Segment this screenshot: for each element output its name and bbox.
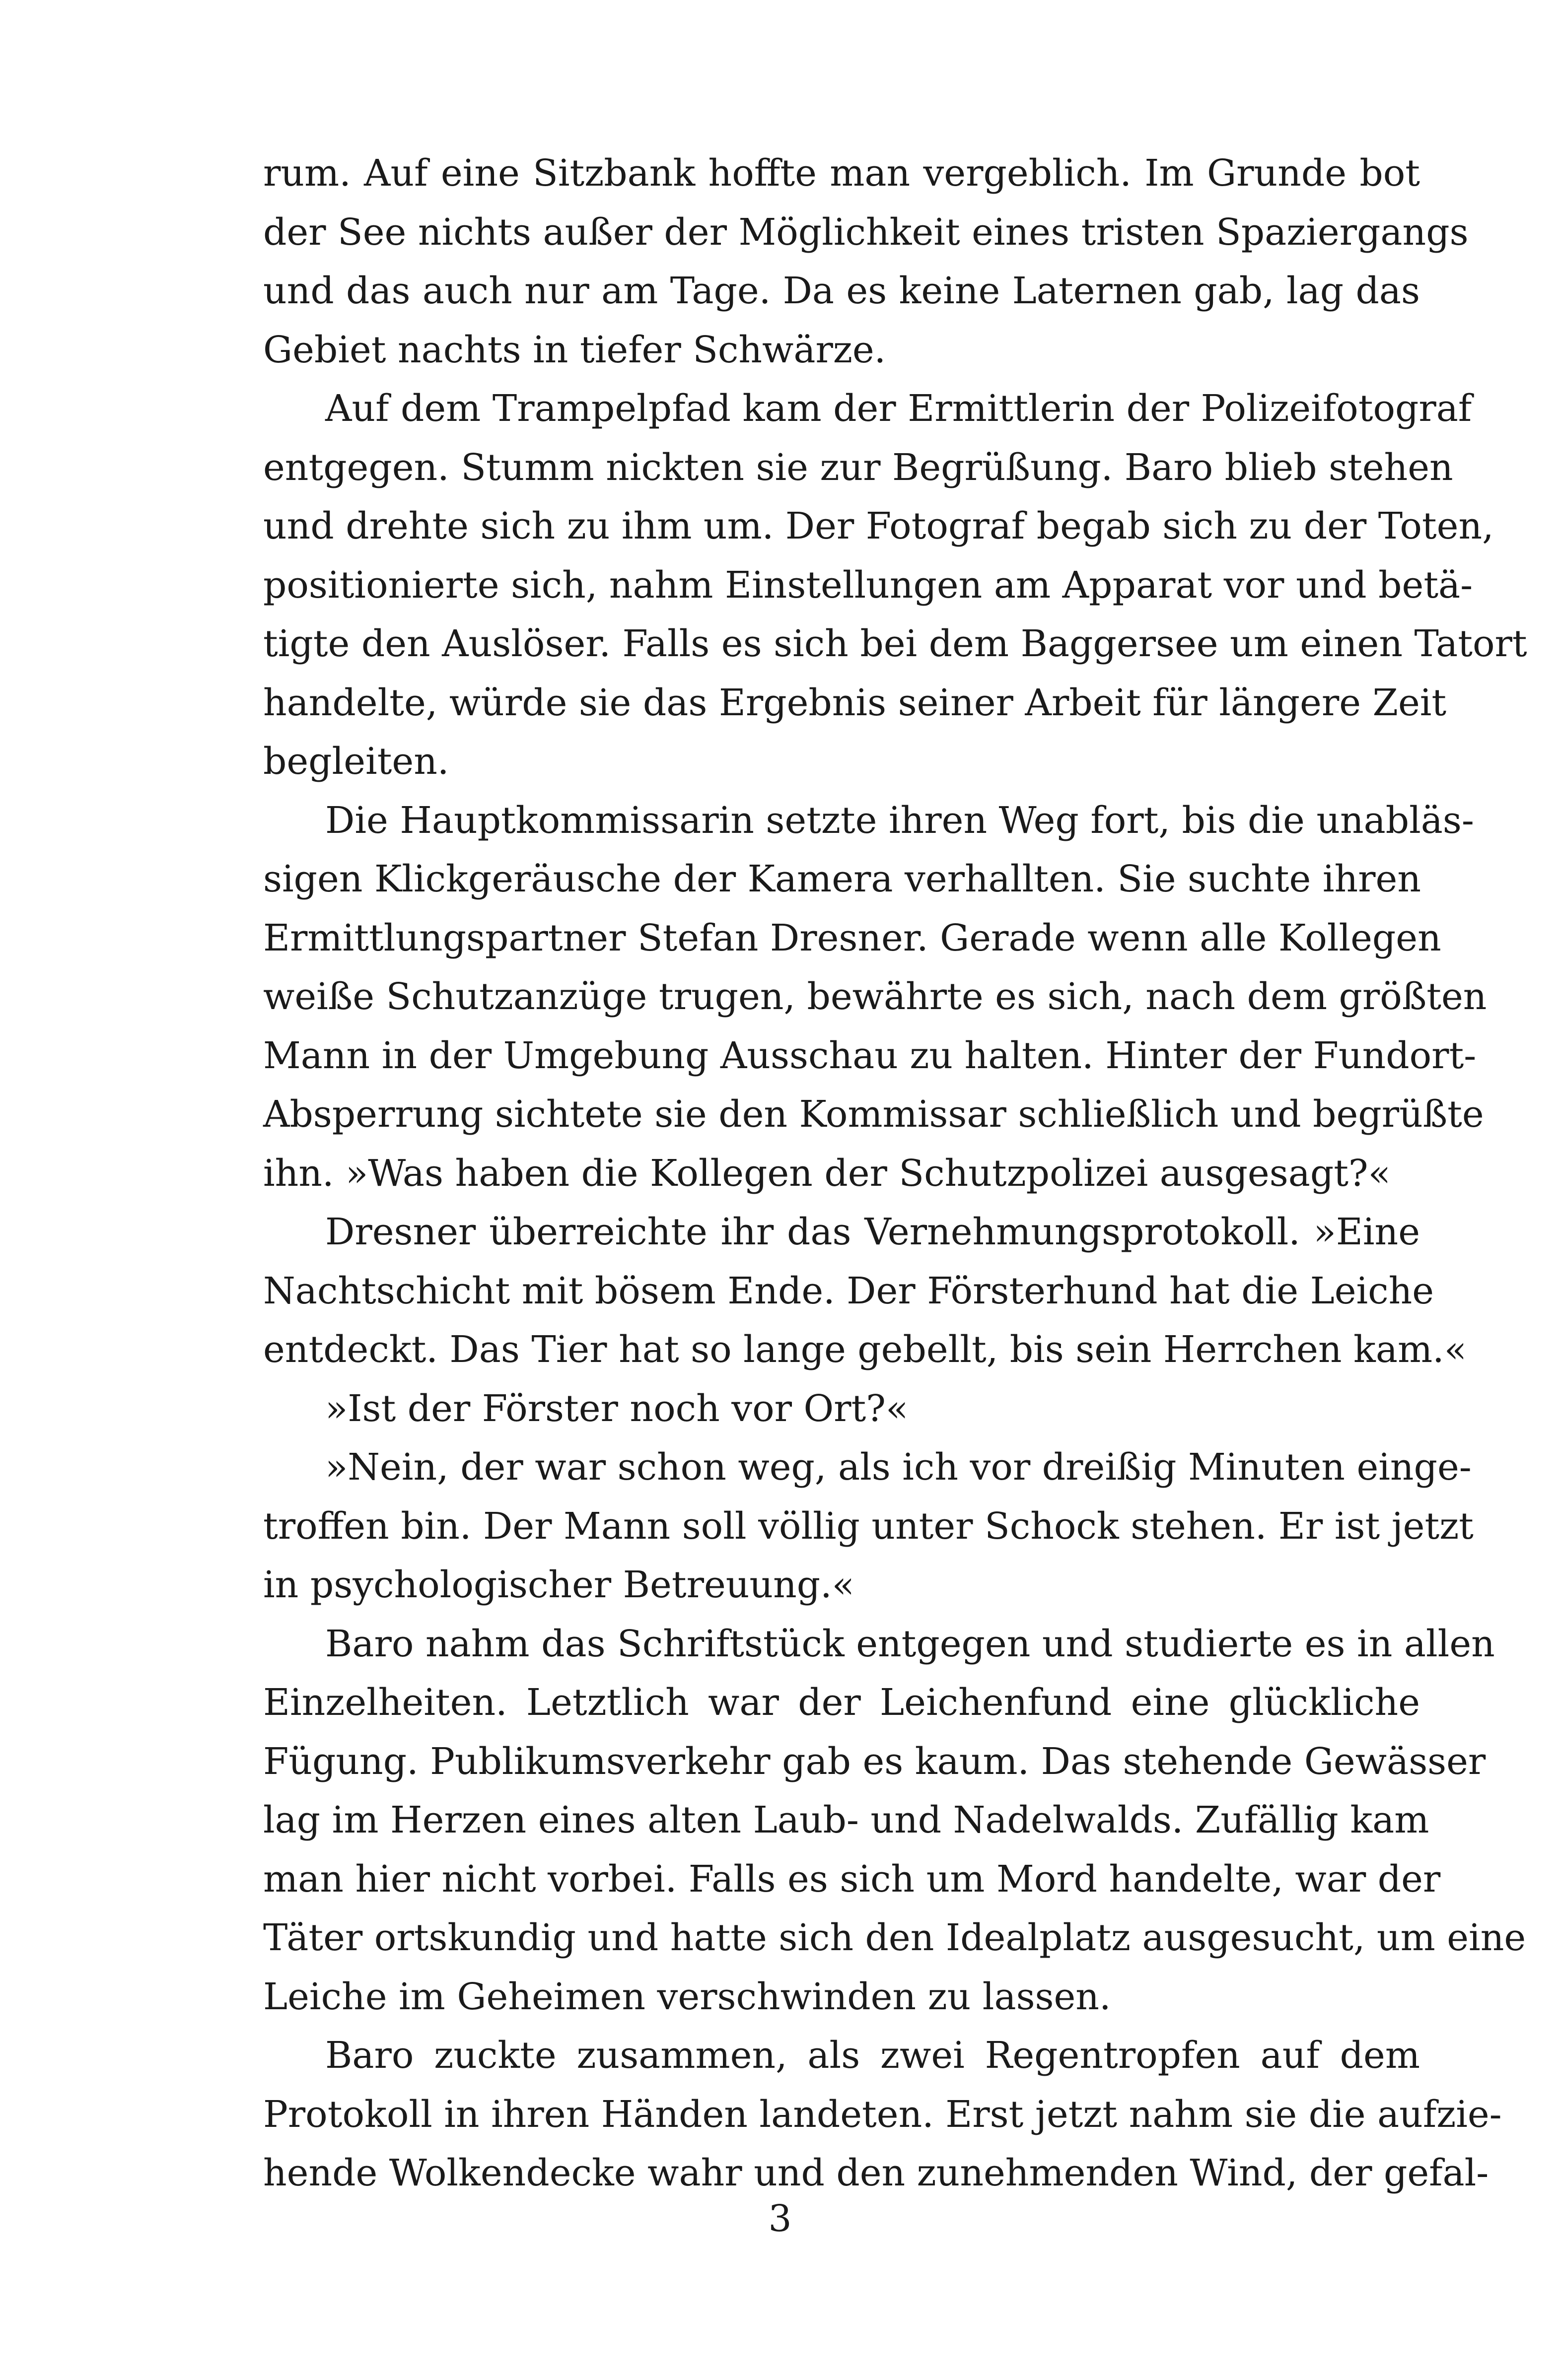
text-line: in psychologischer Betreuung.«	[263, 1564, 854, 1606]
text-line: der See nichts außer der Möglichkeit eines tristen Spaziergangs	[263, 210, 1469, 254]
text-line: Baro zuckte zusammen, als zwei Regentropfen auf dem	[325, 2034, 1420, 2077]
text-line: Auf dem Trampelpfad kam der Ermittlerin der Polizeifotograf	[325, 387, 1472, 430]
text-line: Mann in der Umgebung Ausschau zu halten. Hinter der Fundort-	[263, 1034, 1477, 1077]
text-line: Dresner überreichte ihr das Vernehmungsprotokoll. »Eine	[325, 1211, 1420, 1253]
text-line: Fügung. Publikumsverkehr gab es kaum. Das stehende Gewässer	[263, 1740, 1486, 1783]
text-line: hende Wolkendecke wahr und den zunehmenden Wind, der gefal-	[263, 2152, 1489, 2194]
text-line: begleiten.	[263, 740, 449, 783]
text-line: Leiche im Geheimen verschwinden zu lassen.	[263, 1975, 1111, 2018]
text-line: entdeckt. Das Tier hat so lange gebellt, bis sein Herrchen kam.«	[263, 1328, 1467, 1371]
text-line: und drehte sich zu ihm um. Der Fotograf begab sich zu der Toten,	[263, 505, 1494, 547]
text-line: positionierte sich, nahm Einstellungen am Apparat vor und betä-	[263, 563, 1473, 607]
text-line: weiße Schutzanzüge trugen, bewährte es sich, nach dem größten	[263, 975, 1487, 1018]
text-line: »Ist der Förster noch vor Ort?«	[325, 1387, 909, 1430]
text-line: lag im Herzen eines alten Laub- und Nadelwalds. Zufällig kam	[263, 1799, 1429, 1841]
text-line: Täter ortskundig und hatte sich den Idealplatz ausgesucht, um eine	[263, 1916, 1526, 1959]
text-line: und das auch nur am Tage. Da es keine Laternen gab, lag das	[263, 270, 1420, 312]
text-line: troffen bin. Der Mann soll völlig unter Schock stehen. Er ist jetzt	[263, 1504, 1474, 1548]
paragraph	[263, 1379, 1420, 1438]
text-line: man hier nicht vorbei. Falls es sich um Mord handelte, war der	[263, 1857, 1441, 1901]
text-line: tigte den Auslöser. Falls es sich bei dem Baggersee um einen Tatort	[263, 622, 1527, 665]
text-line: Gebiet nachts in tiefer Schwärze.	[263, 328, 886, 371]
text-line: Nachtschicht mit bösem Ende. Der Försterhund hat die Leiche	[263, 1269, 1434, 1312]
paragraph	[263, 379, 1527, 791]
paragraph	[263, 1203, 1467, 1379]
paragraph	[263, 144, 1469, 379]
text-line: sigen Klickgeräusche der Kamera verhallten. Sie suchte ihren	[263, 858, 1421, 900]
text-line: ihn. »Was haben die Kollegen der Schutzpolizei ausgesagt?«	[263, 1152, 1391, 1195]
paragraph	[263, 1438, 1474, 1615]
text-line: rum. Auf eine Sitzbank hoffte man vergeblich. Im Grunde bot	[263, 152, 1420, 195]
paragraph	[263, 1615, 1526, 2027]
text-line: Absperrung sichtete sie den Kommissar schließlich und begrüßte	[263, 1093, 1484, 1136]
body-text	[263, 144, 1527, 2203]
text-line: handelte, würde sie das Ergebnis seiner Arbeit für längere Zeit	[263, 681, 1447, 724]
text-line: Einzelheiten. Letztlich war der Leichenfund eine glückliche	[263, 1681, 1420, 1724]
text-line: Baro nahm das Schriftstück entgegen und studierte es in allen	[325, 1622, 1495, 1665]
paragraph	[263, 791, 1487, 1203]
text-line: »Nein, der war schon weg, als ich vor dreißig Minuten einge-	[325, 1446, 1472, 1489]
text-line: Ermittlungspartner Stefan Dresner. Gerade wenn alle Kollegen	[263, 916, 1441, 959]
text-line: entgegen. Stumm nickten sie zur Begrüßung. Baro blieb stehen	[263, 446, 1453, 489]
text-line: Protokoll in ihren Händen landeten. Erst jetzt nahm sie die aufzie-	[263, 2093, 1502, 2136]
paragraph	[263, 2026, 1502, 2203]
page-number: 3	[768, 2197, 792, 2240]
text-line: Die Hauptkommissarin setzte ihren Weg fort, bis die unabläs-	[325, 799, 1474, 842]
